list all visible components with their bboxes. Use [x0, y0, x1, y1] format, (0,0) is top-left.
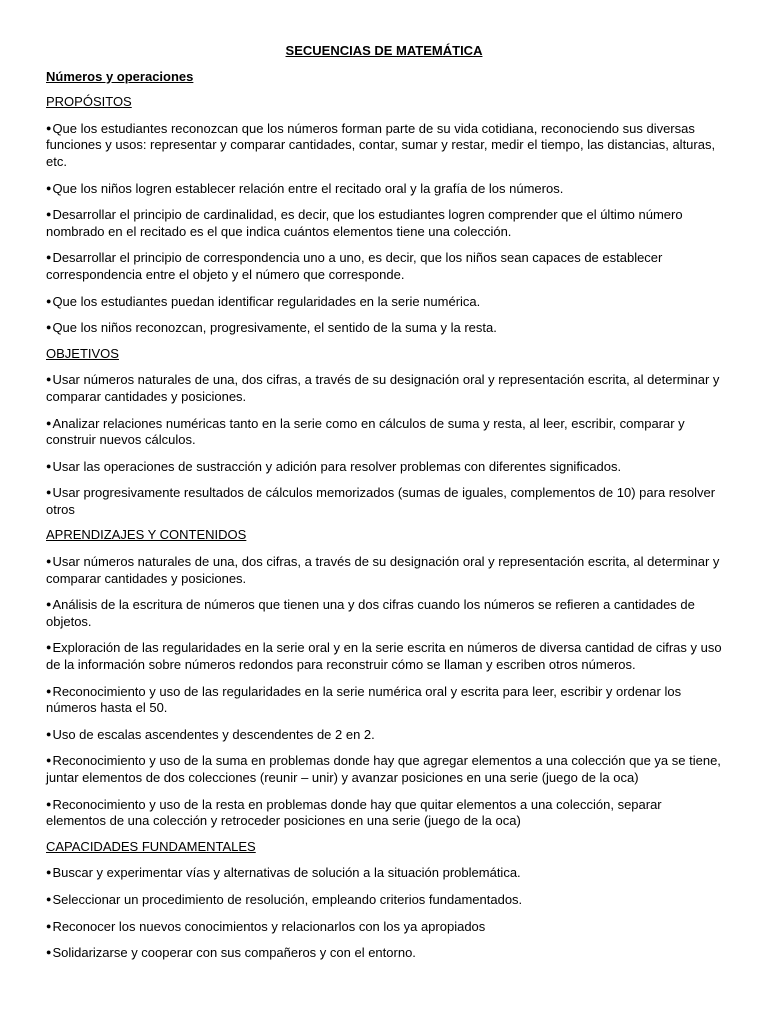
- list-item: [46, 864, 722, 882]
- list-item: [46, 596, 722, 630]
- list-item-text: Usar números naturales de una, dos cifras, a través de su designación oral y representación escrita, al determinar y comparar cantidades y posiciones.: [46, 554, 720, 586]
- list-item: [46, 249, 722, 283]
- list-item: [46, 726, 722, 744]
- section-heading: CAPACIDADES FUNDAMENTALES: [46, 838, 256, 854]
- list-item: [46, 683, 722, 717]
- list-item: [46, 206, 722, 240]
- list-item-text: Reconocer los nuevos conocimientos y relacionarlos con los ya apropiados: [52, 918, 486, 934]
- list-item-text: Reconocimiento y uso de las regularidades en la serie numérica oral y escrita para leer, escribir y ordenar los números hasta el 50.: [46, 683, 682, 716]
- section-aprendizajes: [46, 527, 722, 829]
- list-item: [46, 371, 722, 405]
- bullet-icon: ●: [46, 322, 52, 333]
- bullet-icon: ●: [46, 755, 52, 766]
- document-title: SECUENCIAS DE MATEMÁTICA: [285, 43, 483, 58]
- list-item-text: Reconocimiento y uso de la suma en problemas donde hay que agregar elementos a una colección que ya se tiene, juntar elementos de dos colecciones (reunir – unir) y avanzar posiciones en una serie (juego de la oca): [46, 753, 721, 785]
- list-item: [46, 458, 722, 476]
- list-item-text: Desarrollar el principio de correspondencia uno a uno, es decir, que los niños sean capaces de establecer correspondencia entre el objeto y el número que corresponde.: [46, 250, 663, 282]
- bullet-icon: ●: [46, 947, 52, 958]
- bullet-icon: ●: [46, 487, 52, 498]
- bullet-list: [46, 371, 722, 518]
- list-item: [46, 639, 722, 673]
- list-item: [46, 944, 722, 962]
- list-item-text: Usar progresivamente resultados de cálculos memorizados (sumas de iguales, complementos de 10) para resolver otros: [46, 485, 716, 517]
- list-item-text: Uso de escalas ascendentes y descendentes de 2 en 2.: [52, 726, 375, 742]
- section-heading: APRENDIZAJES Y CONTENIDOS: [46, 527, 247, 543]
- list-item: [46, 293, 722, 311]
- section-propositos: [46, 94, 722, 337]
- list-item-text: Buscar y experimentar vías y alternativas de solución a la situación problemática.: [52, 865, 521, 881]
- section-capacidades: [46, 839, 722, 962]
- bullet-icon: ●: [46, 893, 52, 904]
- list-item-text: Que los estudiantes reconozcan que los números forman parte de su vida cotidiana, reconociendo sus diversas funciones y usos: representar y comparar cantidades, contar, sumar y restar, medir el tiempo, las distancias, alturas, etc.: [46, 120, 716, 169]
- bullet-icon: ●: [46, 685, 52, 696]
- bullet-icon: ●: [46, 460, 52, 471]
- bullet-icon: ●: [46, 417, 52, 428]
- list-item-text: Exploración de las regularidades en la serie oral y en la serie escrita en números de diversa cantidad de cifras y uso de la información sobre números redondos para reconstruir cómo se llaman y escriben otros números.: [46, 640, 722, 673]
- list-item-text: Usar números naturales de una, dos cifras, a través de su designación oral y representación escrita, al determinar y comparar cantidades y posiciones.: [46, 372, 720, 404]
- section-heading: OBJETIVOS: [46, 345, 119, 361]
- list-item: [46, 918, 722, 936]
- list-item: [46, 415, 722, 449]
- bullet-icon: ●: [46, 374, 52, 385]
- bullet-icon: ●: [46, 920, 52, 931]
- bullet-list: [46, 553, 722, 830]
- list-item-text: Seleccionar un procedimiento de resolución, empleando criterios fundamentados.: [52, 891, 523, 907]
- bullet-icon: ●: [46, 728, 52, 739]
- bullet-icon: ●: [46, 556, 52, 567]
- list-item: [46, 752, 722, 786]
- list-item: [46, 796, 722, 830]
- bullet-icon: ●: [46, 182, 52, 193]
- list-item-text: Que los niños reconozcan, progresivamente, el sentido de la suma y la resta.: [52, 320, 497, 336]
- section-objetivos: [46, 346, 722, 519]
- list-item-text: Solidarizarse y cooperar con sus compañeros y con el entorno.: [52, 945, 416, 961]
- list-item: [46, 120, 722, 171]
- bullet-icon: ●: [46, 642, 52, 653]
- bullet-icon: ●: [46, 798, 52, 809]
- list-item: [46, 484, 722, 518]
- bullet-icon: ●: [46, 122, 52, 133]
- list-item-text: Que los estudiantes puedan identificar regularidades en la serie numérica.: [52, 293, 481, 309]
- list-item: [46, 180, 722, 198]
- bullet-list: [46, 120, 722, 337]
- bullet-icon: ●: [46, 295, 52, 306]
- bullet-icon: ●: [46, 252, 52, 263]
- list-item-text: Reconocimiento y uso de la resta en problemas donde hay que quitar elementos a una colección, separar elementos de una colección y retroceder posiciones en una serie (juego de la oca): [46, 796, 662, 829]
- list-item-text: Que los niños logren establecer relación entre el recitado oral y la grafía de los números.: [52, 180, 564, 196]
- list-item-text: Desarrollar el principio de cardinalidad, es decir, que los estudiantes logren comprender que el último número nombrado en el recitado es el que indica cuántos elementos tiene una colección.: [46, 207, 683, 239]
- list-item-text: Analizar relaciones numéricas tanto en la serie como en cálculos de suma y resta, al leer, escribir, comparar y construir nuevos cálculos.: [46, 415, 685, 448]
- list-item: [46, 319, 722, 337]
- list-item-text: Análisis de la escritura de números que tienen una y dos cifras cuando los números se refieren a cantidades de objetos.: [46, 597, 695, 629]
- list-item: [46, 891, 722, 909]
- bullet-icon: ●: [46, 209, 52, 220]
- section-heading: PROPÓSITOS: [46, 94, 132, 110]
- list-item-text: Usar las operaciones de sustracción y adición para resolver problemas con diferentes significados.: [52, 458, 622, 474]
- bullet-icon: ●: [46, 867, 52, 878]
- bullet-icon: ●: [46, 599, 52, 610]
- list-item: [46, 553, 722, 587]
- document-subtitle: Números y operaciones: [46, 68, 194, 84]
- bullet-list: [46, 864, 722, 961]
